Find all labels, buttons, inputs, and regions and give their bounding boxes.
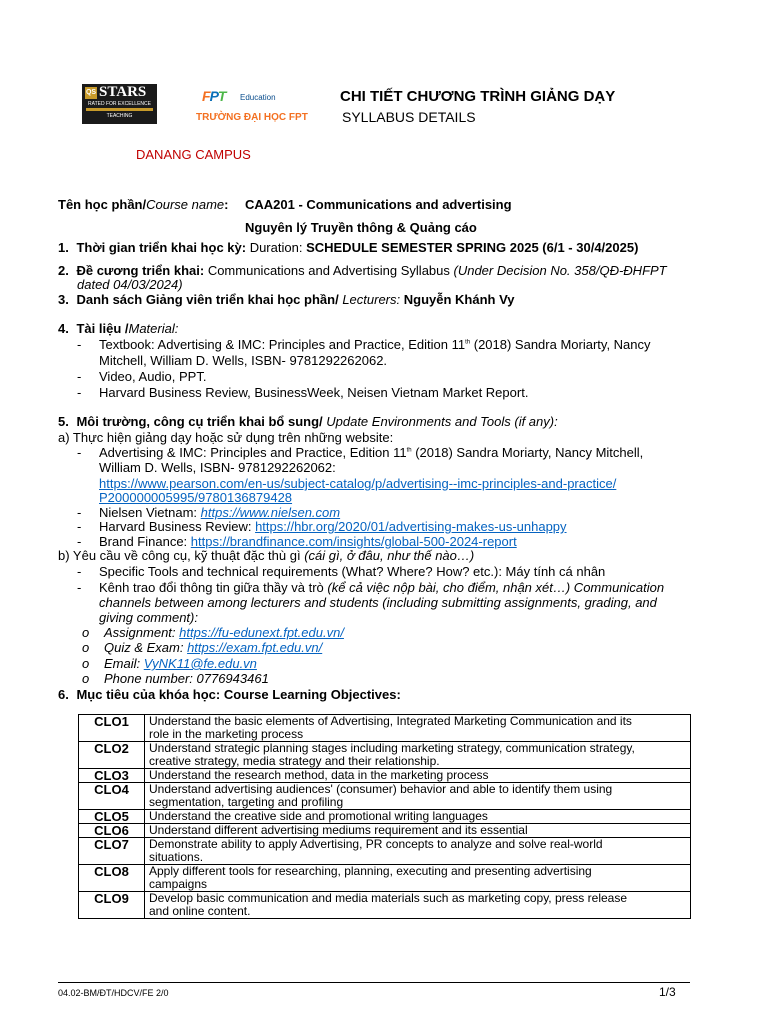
clo-description: [145, 769, 691, 783]
material-bullet-2: [77, 369, 207, 384]
material-bullet-3: [77, 385, 529, 400]
superscript: th: [465, 339, 471, 346]
circle-bullet: o: [82, 640, 90, 655]
syllabus-value: Communications and Advertising Syllabus: [204, 263, 454, 278]
pearson-link[interactable]: https://www.pearson.com/en-us/subject-catalog/p/advertising--imc-principles-and-practice/: [99, 476, 617, 491]
fpt-education-label: Education: [240, 93, 276, 102]
environment-a: a) Thực hiện giảng dạy hoặc sử dụng trên những website:: [58, 430, 394, 445]
environment-b-text: b) Yêu cầu về công cụ, kỹ thuật đặc thù gì: [58, 548, 305, 563]
fpt-education-logo: [196, 84, 306, 128]
website-label: Nielsen Vietnam:: [99, 505, 201, 520]
clo-description-line: Understand strategic planning stages including marketing strategy, communication strategy,: [149, 741, 635, 755]
communication-channels-cont: channels between among lecturers and students (including submitting assignments, grading, and: [99, 595, 657, 610]
page-title-en: SYLLABUS DETAILS: [342, 109, 476, 125]
lecturers-label: Danh sách Giảng viên triển khai học phần/: [76, 292, 339, 307]
course-label-vn: Tên học phần/: [58, 197, 147, 212]
nielsen-link[interactable]: https://www.nielsen.com: [200, 505, 341, 520]
campus-label: DANANG CAMPUS: [136, 147, 251, 162]
dash-marker: -: [77, 505, 82, 520]
clo-description-line: Understand advertising audiences' (consumer) behavior and able to identify them using: [149, 782, 613, 796]
material-bullet-1: [77, 337, 651, 352]
dash-marker: -: [77, 580, 82, 595]
footer-divider: [58, 982, 690, 983]
clo-table: [78, 714, 691, 919]
clo-code: CLO5: [79, 810, 145, 824]
dash-marker: -: [77, 369, 82, 384]
material-text: Video, Audio, PPT.: [99, 369, 207, 384]
clo-description: [145, 838, 691, 865]
clo-description-line: role in the marketing process: [149, 727, 304, 741]
environment-label: Môi trường, công cụ triển khai bổ sung/: [76, 414, 323, 429]
website-label: Brand Finance:: [99, 534, 191, 549]
environment-b-italic: (cái gì, ở đâu, như thế nào…): [304, 548, 475, 563]
syllabus-note: (Under Decision No. 358/QĐ-ĐHFPT: [453, 263, 667, 278]
website-text: (2018) Sandra Moriarty, Nancy Mitchell,: [411, 445, 644, 460]
item-number: 2.: [58, 263, 69, 278]
table-row: [79, 810, 691, 824]
email-link[interactable]: VyNK11@fe.edu.vn: [143, 656, 257, 671]
objectives-label: Mục tiêu của khóa học: Course Learning Objectives:: [76, 687, 401, 702]
qs-stars-logo: [82, 84, 157, 124]
phone-number: Phone number: 0776943461: [104, 671, 269, 686]
channel-email: [82, 656, 257, 671]
dash-marker: -: [77, 534, 82, 549]
clo-description-line: situations.: [149, 850, 204, 864]
lecturers-mid: Lecturers:: [338, 292, 404, 307]
tools-requirement: [77, 564, 606, 579]
stars-word: STARS: [99, 84, 147, 100]
circle-bullet: o: [82, 625, 90, 640]
clo-description: [145, 715, 691, 742]
dash-marker: -: [77, 445, 82, 460]
clo-description-line: and online content.: [149, 904, 251, 918]
clo-description: [145, 892, 691, 919]
duration-label: Thời gian triển khai học kỳ:: [76, 240, 247, 255]
table-row: [79, 783, 691, 810]
channel-phone: [82, 671, 269, 686]
clo-code: CLO2: [79, 742, 145, 769]
channel-label: Email:: [104, 656, 144, 671]
table-row: [79, 742, 691, 769]
website-textbook: [77, 445, 644, 460]
course-label-colon: :: [224, 197, 229, 212]
clo-code: CLO1: [79, 715, 145, 742]
clo-description-line: Understand the creative side and promotional writing languages: [149, 809, 488, 823]
communication-channels-cont2: giving comment):: [99, 610, 198, 625]
exam-link[interactable]: https://exam.fpt.edu.vn/: [187, 640, 323, 655]
circle-bullet: o: [82, 671, 90, 686]
item-number: 3.: [58, 292, 69, 307]
clo-code: CLO6: [79, 824, 145, 838]
website-textbook-cont: William D. Wells, ISBN- 9781292262062:: [99, 460, 336, 475]
dash-marker: -: [77, 564, 82, 579]
fpt-school-name: TRƯỜNG ĐẠI HỌC FPT: [196, 112, 308, 123]
material-text: Textbook: Advertising & IMC: Principles and Practice, Edition 11: [99, 337, 466, 352]
clo-description: [145, 865, 691, 892]
material-label-en: Material:: [128, 321, 179, 336]
channels-italic: (kể cả việc nộp bài, cho điểm, nhận xét…) Communication: [327, 580, 665, 595]
dash-marker: -: [77, 385, 82, 400]
clo-description-line: Demonstrate ability to apply Advertising, PR concepts to analyze and solve real-world: [149, 837, 603, 851]
channel-label: Assignment:: [104, 625, 180, 640]
dash-marker: -: [77, 337, 82, 352]
clo-code: CLO9: [79, 892, 145, 919]
tools-text: Specific Tools and technical requirements (What? Where? How? etc.): Máy tính cá nhân: [99, 564, 606, 579]
website-text: Advertising & IMC: Principles and Practice, Edition 11: [99, 445, 407, 460]
course-label-en: Course name: [146, 197, 225, 212]
clo-description-line: Develop basic communication and media materials such as marketing copy, press release: [149, 891, 628, 905]
material-label: Tài liệu /: [76, 321, 129, 336]
table-row: [79, 838, 691, 865]
stars-divider: [86, 108, 153, 111]
environment-b: [58, 548, 474, 563]
item-material: [58, 321, 178, 336]
table-row: [79, 824, 691, 838]
stars-subtitle: RATED FOR EXCELLENCE: [88, 101, 151, 107]
clo-description: [145, 824, 691, 838]
fpt-brand-mark: FPT: [202, 88, 226, 104]
material-text: Harvard Business Review, BusinessWeek, Neisen Vietnam Market Report.: [99, 385, 529, 400]
environment-label-en: Update Environments and Tools (if any):: [322, 414, 558, 429]
item-number: 5.: [58, 414, 69, 429]
table-row: [79, 715, 691, 742]
course-name-en: CAA201 - Communications and advertising: [245, 197, 512, 212]
material-text: (2018) Sandra Moriarty, Nancy: [470, 337, 651, 352]
item-number: 1.: [58, 240, 69, 255]
channels-text: Kênh trao đổi thông tin giữa thầy và trò: [99, 580, 328, 595]
channel-quiz: [82, 640, 323, 655]
clo-description-line: creative strategy, media strategy and their relationship.: [149, 754, 440, 768]
communication-channels: [77, 580, 665, 595]
superscript: th: [406, 447, 412, 454]
clo-code: CLO4: [79, 783, 145, 810]
table-row: [79, 892, 691, 919]
item-duration: [58, 240, 638, 255]
item-objectives: [58, 687, 401, 702]
circle-bullet: o: [82, 656, 90, 671]
clo-description: [145, 810, 691, 824]
form-code: 04.02-BM/ĐT/HDCV/FE 2/0: [58, 988, 169, 998]
qs-badge: QS: [85, 87, 97, 99]
hbr-link[interactable]: https://hbr.org/2020/01/advertising-makes-us-unhappy: [255, 519, 567, 534]
stars-category: TEACHING: [106, 113, 133, 119]
website-nielsen: [77, 505, 341, 520]
clo-description-line: Understand the research method, data in the marketing process: [149, 768, 489, 782]
page-title-vn: CHI TIẾT CHƯƠNG TRÌNH GIẢNG DẠY: [340, 88, 616, 105]
clo-description: [145, 742, 691, 769]
table-row: [79, 769, 691, 783]
table-row: [79, 865, 691, 892]
clo-description-line: Understand the basic elements of Advertising, Integrated Marketing Communication and its: [149, 714, 632, 728]
website-label: Harvard Business Review:: [99, 519, 256, 534]
duration-mid: Duration:: [246, 240, 307, 255]
website-hbr: [77, 519, 567, 534]
course-name-vn: Nguyên lý Truyền thông & Quảng cáo: [245, 220, 477, 235]
duration-value: SCHEDULE SEMESTER SPRING 2025 (6/1 - 30/4/2025): [306, 240, 639, 255]
clo-description-line: segmentation, targeting and profiling: [149, 795, 344, 809]
clo-description: [145, 783, 691, 810]
clo-description-line: Apply different tools for researching, planning, executing and presenting advertising: [149, 864, 592, 878]
item-syllabus: [58, 263, 667, 278]
clo-description-line: Understand different advertising mediums requirement and its essential: [149, 823, 528, 837]
syllabus-note-date: dated 04/03/2024): [77, 277, 183, 292]
channel-label: Quiz & Exam:: [104, 640, 188, 655]
material-bullet-1-cont: Mitchell, William D. Wells, ISBN- 9781292262062.: [99, 353, 388, 368]
syllabus-label: Đề cương triển khai:: [76, 263, 205, 278]
edunext-link[interactable]: https://fu-edunext.fpt.edu.vn/: [179, 625, 344, 640]
clo-description-line: campaigns: [149, 877, 208, 891]
clo-code: CLO3: [79, 769, 145, 783]
item-number: 6.: [58, 687, 69, 702]
clo-code: CLO8: [79, 865, 145, 892]
clo-code: CLO7: [79, 838, 145, 865]
lecturer-name: Nguyễn Khánh Vy: [403, 292, 515, 307]
item-number: 4.: [58, 321, 69, 336]
website-brand-finance: [77, 534, 517, 549]
item-environment: [58, 414, 558, 429]
brand-finance-link[interactable]: https://brandfinance.com/insights/global-500-2024-report: [190, 534, 517, 549]
pearson-link-cont[interactable]: P200000005995/9780136879428: [99, 490, 293, 505]
dash-marker: -: [77, 519, 82, 534]
channel-assignment: [82, 625, 344, 640]
page-number: 1/3: [659, 985, 676, 999]
course-name-row: [58, 197, 229, 212]
item-lecturers: [58, 292, 515, 307]
